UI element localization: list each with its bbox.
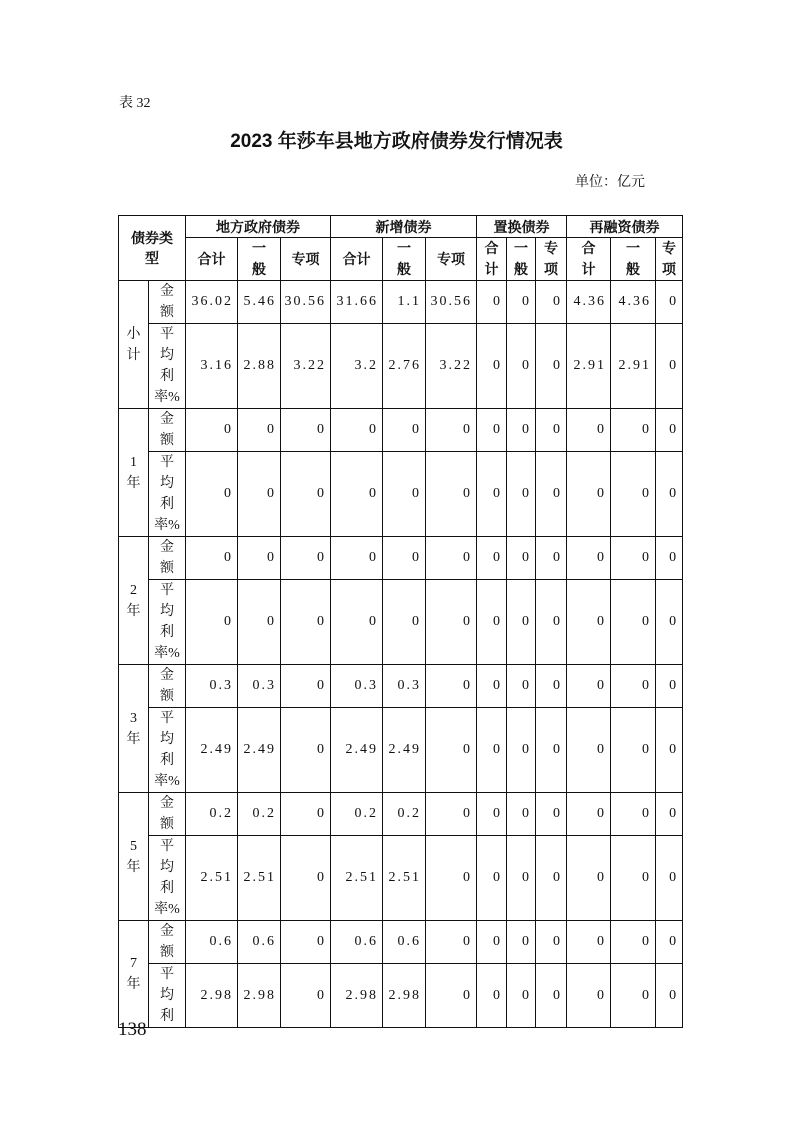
value-cell: 0.6: [331, 921, 383, 964]
column-header-label: 一般: [514, 240, 529, 277]
column-header-label: 合计: [342, 251, 371, 267]
metric-label: 金额: [160, 540, 174, 576]
value-cell: 0: [477, 324, 507, 409]
value-cell: 30.56: [281, 281, 331, 324]
value-cell: 0: [477, 452, 507, 537]
value-cell: 0: [281, 580, 331, 665]
column-header-label: 专项: [544, 240, 559, 277]
value-cell: 0: [426, 537, 477, 580]
value-cell: 0: [611, 665, 656, 708]
value-cell: 0: [281, 708, 331, 793]
metric-label: 平均利: [160, 967, 174, 1024]
value-cell: 0: [281, 409, 331, 452]
value-cell: 2.98: [331, 964, 383, 1028]
value-cell: 0.2: [238, 793, 281, 836]
value-cell: 0: [507, 665, 536, 708]
value-cell: 0: [507, 921, 536, 964]
value-cell: 0: [656, 580, 683, 665]
value-cell: 0: [281, 836, 331, 921]
value-cell: 0: [611, 452, 656, 537]
value-cell: 0.3: [383, 665, 426, 708]
value-cell: 0: [567, 836, 611, 921]
value-cell: 30.56: [426, 281, 477, 324]
header-row-columns: [119, 238, 683, 281]
value-cell: 0: [656, 324, 683, 409]
table-row: [119, 580, 683, 665]
column-header-label: 专项: [437, 251, 466, 267]
value-cell: 3.22: [281, 324, 331, 409]
value-cell: 0: [611, 537, 656, 580]
value-cell: 0: [186, 537, 238, 580]
column-header-label: 合计: [197, 251, 226, 267]
column-header: [477, 238, 507, 281]
value-cell: 0: [567, 452, 611, 537]
group-header: 置换债券: [477, 216, 567, 238]
period-cell: [119, 409, 149, 537]
value-cell: 0: [426, 964, 477, 1028]
value-cell: 0: [426, 708, 477, 793]
metric-label: 金额: [160, 412, 174, 448]
value-cell: 0: [536, 964, 567, 1028]
value-cell: 0: [567, 580, 611, 665]
value-cell: 0: [281, 921, 331, 964]
value-cell: 2.51: [238, 836, 281, 921]
value-cell: 0: [477, 580, 507, 665]
value-cell: 0: [331, 409, 383, 452]
group-header: 再融资债券: [567, 216, 683, 238]
period-label: 2年: [126, 582, 141, 619]
metric-cell: [149, 537, 186, 580]
header-row-groups: [119, 216, 683, 238]
value-cell: 0: [536, 324, 567, 409]
metric-cell: [149, 665, 186, 708]
metric-label: 金额: [160, 924, 174, 960]
metric-label: 金额: [160, 284, 174, 320]
value-cell: 0: [426, 921, 477, 964]
value-cell: 0: [536, 836, 567, 921]
value-cell: 0.3: [238, 665, 281, 708]
value-cell: 0: [567, 409, 611, 452]
period-label: 小计: [126, 326, 141, 363]
value-cell: 0: [238, 580, 281, 665]
value-cell: 2.91: [611, 324, 656, 409]
period-cell: [119, 793, 149, 921]
page-number: 138: [118, 1019, 147, 1040]
metric-cell: [149, 921, 186, 964]
metric-cell: [149, 964, 186, 1028]
value-cell: 2.88: [238, 324, 281, 409]
value-cell: 0: [656, 452, 683, 537]
value-cell: 2.49: [238, 708, 281, 793]
value-cell: 1.1: [383, 281, 426, 324]
value-cell: 0: [656, 665, 683, 708]
value-cell: 0: [536, 281, 567, 324]
value-cell: 0: [507, 708, 536, 793]
value-cell: 0: [477, 708, 507, 793]
value-cell: 0: [507, 324, 536, 409]
value-cell: 0.6: [238, 921, 281, 964]
value-cell: 0: [186, 580, 238, 665]
table-row: [119, 836, 683, 921]
column-header: [238, 238, 281, 281]
value-cell: 0: [238, 537, 281, 580]
corner-header: [119, 216, 186, 281]
period-label: 3年: [126, 710, 141, 747]
value-cell: 0: [611, 580, 656, 665]
column-header-label: 合计: [581, 240, 596, 277]
value-cell: 0.6: [383, 921, 426, 964]
column-header: [507, 238, 536, 281]
value-cell: 4.36: [567, 281, 611, 324]
value-cell: 0: [507, 452, 536, 537]
period-label: 5年: [126, 838, 141, 875]
value-cell: 2.49: [331, 708, 383, 793]
value-cell: 0: [536, 921, 567, 964]
metric-cell: [149, 708, 186, 793]
value-cell: 31.66: [331, 281, 383, 324]
value-cell: 0: [656, 836, 683, 921]
value-cell: 36.02: [186, 281, 238, 324]
value-cell: 0: [426, 452, 477, 537]
value-cell: 0: [186, 452, 238, 537]
value-cell: 0: [281, 665, 331, 708]
metric-label: 平均利率%: [154, 711, 180, 789]
column-header-label: 专项: [662, 240, 677, 277]
value-cell: 3.2: [331, 324, 383, 409]
value-cell: 0: [426, 409, 477, 452]
value-cell: 0: [383, 580, 426, 665]
value-cell: 0: [656, 281, 683, 324]
value-cell: 2.49: [186, 708, 238, 793]
value-cell: 0: [331, 580, 383, 665]
table-row: [119, 665, 683, 708]
table-row: [119, 281, 683, 324]
column-header: [331, 238, 383, 281]
value-cell: 2.51: [331, 836, 383, 921]
metric-cell: [149, 324, 186, 409]
group-header: 地方政府债券: [186, 216, 331, 238]
value-cell: 0: [238, 452, 281, 537]
value-cell: 0: [611, 409, 656, 452]
value-cell: 0: [477, 964, 507, 1028]
value-cell: 0: [567, 964, 611, 1028]
value-cell: 0: [656, 964, 683, 1028]
metric-label: 金额: [160, 796, 174, 832]
page-title: 2023 年莎车县地方政府债券发行情况表: [230, 131, 563, 152]
value-cell: 0: [536, 793, 567, 836]
table-row: [119, 793, 683, 836]
column-header: [567, 238, 611, 281]
value-cell: 0: [611, 836, 656, 921]
period-cell: [119, 537, 149, 665]
column-header: [536, 238, 567, 281]
group-header: 新增债券: [331, 216, 477, 238]
value-cell: 0.2: [383, 793, 426, 836]
value-cell: 0: [281, 452, 331, 537]
value-cell: 0: [477, 665, 507, 708]
value-cell: 0: [477, 836, 507, 921]
value-cell: 2.98: [186, 964, 238, 1028]
column-header: [186, 238, 238, 281]
value-cell: 0: [656, 537, 683, 580]
value-cell: 0: [611, 708, 656, 793]
value-cell: 0: [426, 580, 477, 665]
column-header: [383, 238, 426, 281]
value-cell: 2.98: [238, 964, 281, 1028]
bond-issuance-table: [118, 215, 683, 1028]
value-cell: 0: [281, 964, 331, 1028]
value-cell: 0: [507, 836, 536, 921]
period-cell: [119, 665, 149, 793]
value-cell: 0.6: [186, 921, 238, 964]
value-cell: 0: [238, 409, 281, 452]
table-row: [119, 409, 683, 452]
value-cell: 0: [331, 452, 383, 537]
table-number: 表 32: [119, 96, 151, 111]
value-cell: 0.3: [331, 665, 383, 708]
value-cell: 0: [426, 836, 477, 921]
metric-cell: [149, 409, 186, 452]
table-body: [119, 281, 683, 1028]
value-cell: 0: [426, 793, 477, 836]
period-label: 1年: [126, 454, 141, 491]
value-cell: 0: [536, 580, 567, 665]
value-cell: 0: [186, 409, 238, 452]
value-cell: 0: [477, 921, 507, 964]
value-cell: 0: [507, 409, 536, 452]
value-cell: 0: [507, 537, 536, 580]
value-cell: 0: [331, 537, 383, 580]
table-row: [119, 964, 683, 1028]
value-cell: 0: [426, 665, 477, 708]
value-cell: 0: [536, 665, 567, 708]
value-cell: 0: [536, 537, 567, 580]
column-header: [656, 238, 683, 281]
value-cell: 0: [656, 921, 683, 964]
value-cell: 0.2: [331, 793, 383, 836]
value-cell: 0: [477, 537, 507, 580]
value-cell: 2.51: [186, 836, 238, 921]
metric-label: 平均利率%: [154, 839, 180, 917]
value-cell: 0: [383, 452, 426, 537]
metric-label: 金额: [160, 668, 174, 704]
table-row: [119, 324, 683, 409]
value-cell: 0: [567, 921, 611, 964]
value-cell: 0: [656, 793, 683, 836]
value-cell: 0: [567, 708, 611, 793]
metric-cell: [149, 793, 186, 836]
period-cell: [119, 281, 149, 409]
value-cell: 2.51: [383, 836, 426, 921]
value-cell: 0.3: [186, 665, 238, 708]
value-cell: 0: [611, 921, 656, 964]
value-cell: 0: [281, 793, 331, 836]
value-cell: 4.36: [611, 281, 656, 324]
table-row: [119, 452, 683, 537]
value-cell: 0: [281, 537, 331, 580]
value-cell: 0: [507, 793, 536, 836]
value-cell: 0: [611, 793, 656, 836]
metric-cell: [149, 836, 186, 921]
value-cell: 0: [656, 708, 683, 793]
value-cell: 0.2: [186, 793, 238, 836]
value-cell: 2.91: [567, 324, 611, 409]
value-cell: 0: [383, 409, 426, 452]
value-cell: 0: [567, 537, 611, 580]
metric-label: 平均利率%: [154, 583, 180, 661]
value-cell: 0: [536, 409, 567, 452]
period-cell: [119, 921, 149, 1028]
value-cell: 0: [567, 793, 611, 836]
unit-label: 单位：亿元: [575, 175, 645, 190]
column-header: [611, 238, 656, 281]
value-cell: 0: [507, 281, 536, 324]
value-cell: 0: [383, 537, 426, 580]
metric-label: 平均利率%: [154, 327, 180, 405]
value-cell: 0: [507, 580, 536, 665]
metric-label: 平均利率%: [154, 455, 180, 533]
value-cell: 0: [507, 964, 536, 1028]
value-cell: 0: [536, 452, 567, 537]
value-cell: 0: [567, 665, 611, 708]
value-cell: 3.16: [186, 324, 238, 409]
value-cell: 0: [477, 281, 507, 324]
table-row: [119, 708, 683, 793]
period-label: 7年: [126, 956, 141, 992]
value-cell: 0: [611, 964, 656, 1028]
column-header-label: 合计: [484, 240, 499, 277]
corner-header-label: 债券类型: [131, 230, 173, 266]
column-header-label: 一般: [252, 240, 266, 277]
value-cell: 0: [477, 409, 507, 452]
column-header-label: 一般: [397, 240, 412, 277]
value-cell: 2.49: [383, 708, 426, 793]
table-row: [119, 537, 683, 580]
value-cell: 2.76: [383, 324, 426, 409]
table-row: [119, 921, 683, 964]
column-header: [281, 238, 331, 281]
value-cell: 0: [536, 708, 567, 793]
metric-cell: [149, 580, 186, 665]
column-header-label: 专项: [291, 251, 320, 267]
column-header: [426, 238, 477, 281]
metric-cell: [149, 281, 186, 324]
value-cell: 0: [656, 409, 683, 452]
value-cell: 0: [477, 793, 507, 836]
value-cell: 5.46: [238, 281, 281, 324]
column-header-label: 一般: [626, 240, 641, 277]
value-cell: 3.22: [426, 324, 477, 409]
metric-cell: [149, 452, 186, 537]
value-cell: 2.98: [383, 964, 426, 1028]
